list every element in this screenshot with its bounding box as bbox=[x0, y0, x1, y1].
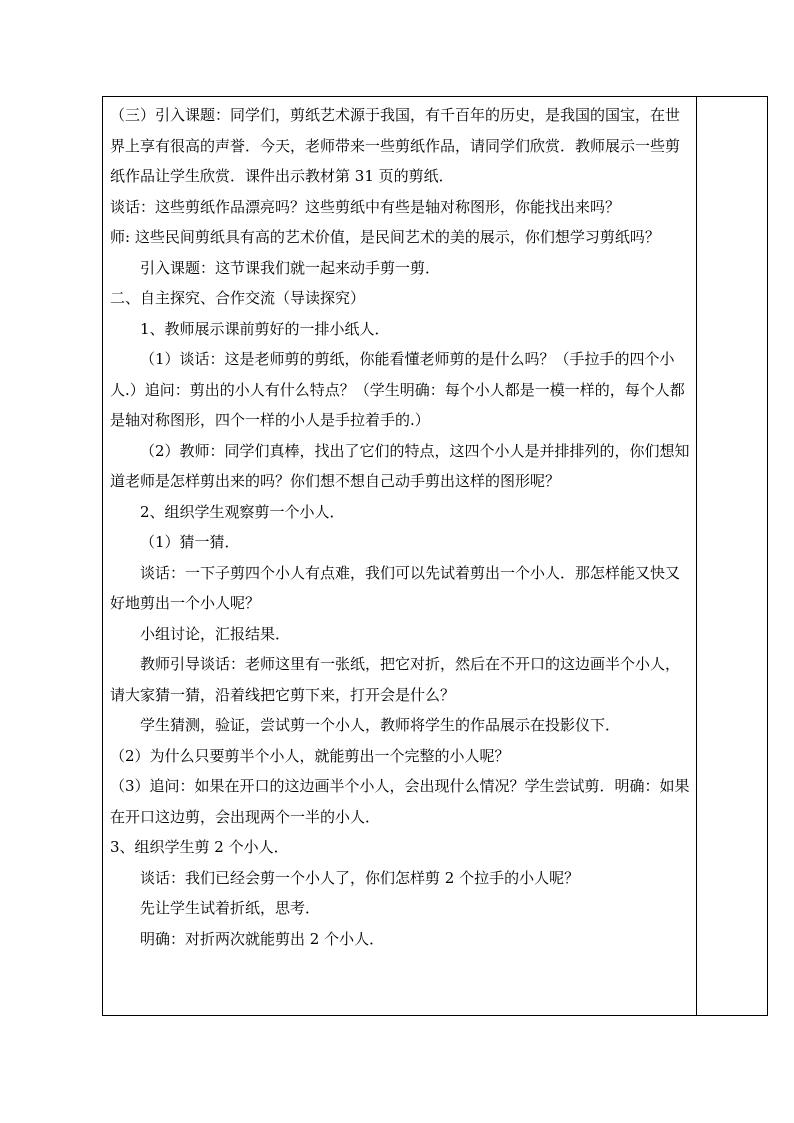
paragraph: 小组讨论，汇报结果． bbox=[140, 624, 291, 643]
paragraph: （1）谈话：这是老师剪的剪纸，你能看懂老师剪的是什么吗？（手拉手的四个小人.）追问：剪出的小人有什么特点？（学生明确：每个小人都是一模一样的，每个人都是轴对称图形，四个一样的小人是手拉着手的.） bbox=[110, 350, 685, 429]
section-heading: 二、自主探究、合作交流（导读探究） bbox=[110, 289, 366, 307]
paragraph: 3、组织学生剪 2 个小人． bbox=[110, 838, 289, 856]
paragraph: 先让学生试着折纸，思考． bbox=[140, 899, 321, 917]
paragraph: （2）教师：同学们真棒，找出了它们的特点，这四个小人是并排排列的，你们想知道老师是怎样剪出来的吗？你们想不想自己动手剪出这样的图形呢？ bbox=[110, 441, 690, 490]
paragraph: （三）引入课题：同学们，剪纸艺术源于我国，有千百年的历史，是我国的国宝，在世界上享有很高的声誉．今天，老师带来一些剪纸作品，请同学们欣赏．教师展示一些剪纸作品让学生欣赏．课件出示教材第 31 页的剪纸． bbox=[110, 106, 681, 185]
paragraph: （3）追问：如果在开口的这边画半个小人，会出现什么情况？学生尝试剪．明确：如果在开口这边剪，会出现两个一半的小人． bbox=[110, 777, 690, 826]
paragraph: 师: 这些民间剪纸具有高的艺术价值，是民间艺术的美的展示，你们想学习剪纸吗？ bbox=[110, 228, 660, 246]
paragraph: 2、组织学生观察剪一个小人． bbox=[140, 502, 345, 521]
paragraph: 谈话：这些剪纸作品漂亮吗？这些剪纸中有些是轴对称图形，你能找出来吗？ bbox=[110, 197, 621, 216]
paragraph: 1、教师展示课前剪好的一排小纸人． bbox=[140, 319, 390, 338]
paragraph: （2）为什么只要剪半个小人，就能剪出一个完整的小人呢？ bbox=[110, 746, 510, 765]
table-side-cell bbox=[696, 96, 768, 1016]
paragraph: 谈话：一下子剪四个小人有点难，我们可以先试着剪出一个小人．那怎样能又快又好地剪出一个小人呢？ bbox=[110, 563, 681, 612]
lesson-content bbox=[110, 100, 694, 954]
paragraph: 学生猜测，验证，尝试剪一个小人，教师将学生的作品展示在投影仪下． bbox=[140, 716, 621, 734]
paragraph: 引入课题：这节课我们就一起来动手剪一剪． bbox=[140, 258, 441, 277]
paragraph: 谈话：我们已经会剪一个小人了，你们怎样剪 2 个拉手的小人呢？ bbox=[140, 868, 580, 887]
paragraph: 明确：对折两次就能剪出 2 个小人． bbox=[140, 929, 385, 948]
paragraph: （1）猜一猜． bbox=[140, 533, 240, 551]
paragraph: 教师引导谈话：老师这里有一张纸，把它对折，然后在不开口的这边画半个小人，请大家猜一猜，沿着线把它剪下来，打开会是什么？ bbox=[110, 655, 681, 704]
